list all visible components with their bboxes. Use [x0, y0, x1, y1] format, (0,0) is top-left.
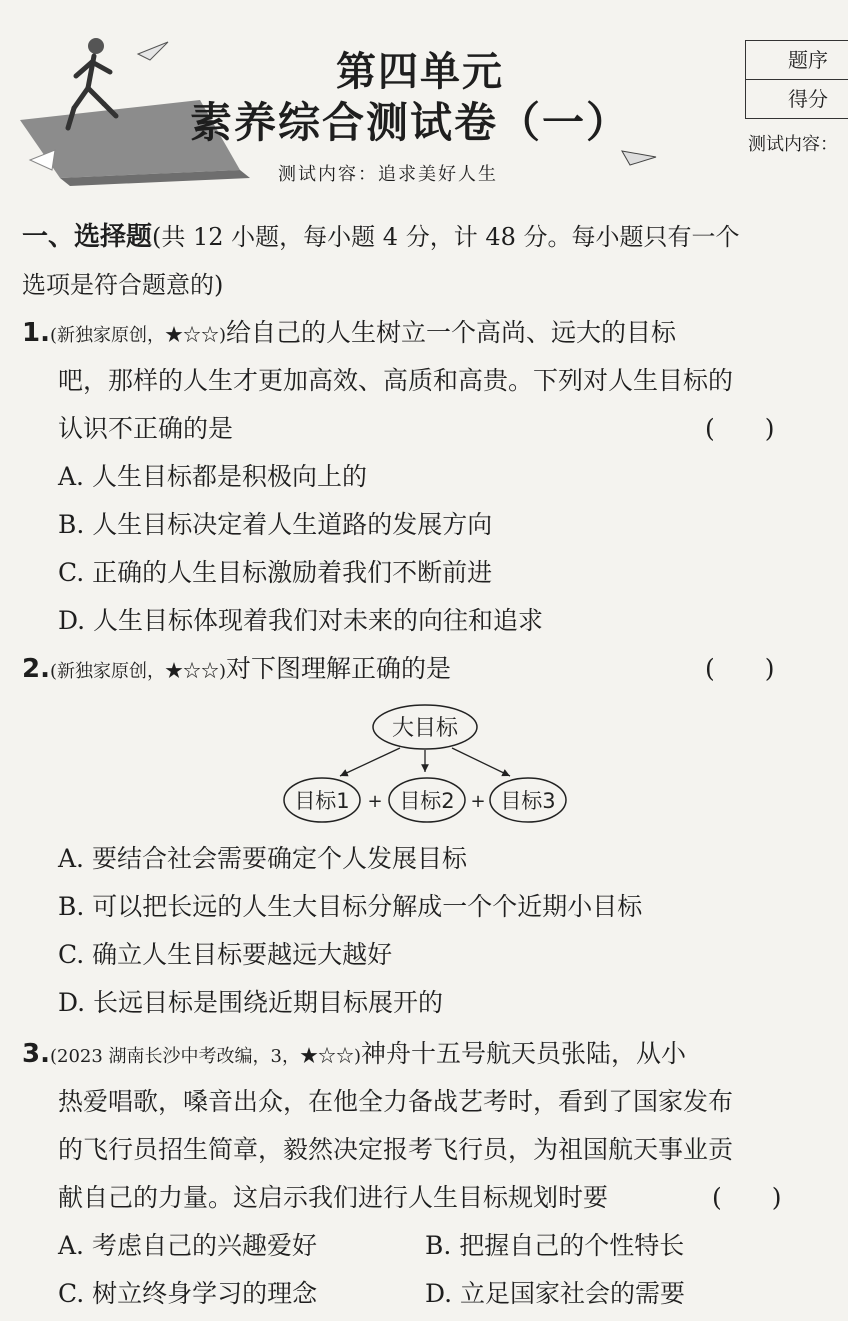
question-2-option-b[interactable]: B. 可以把长远的人生大目标分解成一个个近期小目标: [58, 892, 643, 921]
question-1-number: 1.: [22, 318, 50, 348]
question-2-option-a[interactable]: A. 要结合社会需要确定个人发展目标: [58, 844, 467, 873]
question-2-source: (新独家原创，★☆☆): [49, 661, 227, 682]
section-note: (共 12 小题，每小题 4 分，计 48 分。每小题只有一个: [152, 223, 740, 251]
question-1-source: (新独家原创，★☆☆): [49, 325, 227, 346]
question-3-line1: [22, 1037, 686, 1074]
question-1-option-d[interactable]: D. 人生目标体现着我们对未来的向往和追求: [58, 606, 544, 635]
goal-3-label: 目标3: [500, 789, 556, 813]
question-3-stem-1: 神舟十五号航天员张陆，从小: [361, 1039, 687, 1068]
score-table-score: 得分: [746, 79, 848, 118]
question-1-option-b[interactable]: B. 人生目标决定着人生道路的发展方向: [58, 510, 493, 539]
big-goal-label: 大目标: [391, 716, 459, 741]
question-1-option-c[interactable]: C. 正确的人生目标激励着我们不断前进: [58, 558, 493, 587]
question-1-line1: [22, 316, 676, 353]
question-3-answer-paren: ( ): [712, 1183, 782, 1212]
question-3-option-b[interactable]: B. 把握自己的个性特长: [425, 1231, 685, 1260]
arrow-right: [452, 748, 510, 776]
question-3-option-c[interactable]: C. 树立终身学习的理念: [58, 1279, 318, 1308]
question-1-option-a[interactable]: A. 人生目标都是积极向上的: [58, 462, 367, 491]
question-1-answer-paren: ( ): [705, 414, 775, 443]
question-3-stem-3: 的飞行员招生简章，毅然决定报考飞行员，为祖国航天事业贡: [58, 1135, 734, 1164]
question-2-option-d[interactable]: D. 长远目标是围绕近期目标展开的: [58, 988, 444, 1017]
paper-title: 素养综合测试卷（一）: [190, 98, 631, 147]
question-3-number: 3.: [22, 1039, 50, 1069]
arrow-left: [340, 748, 400, 776]
plus-1: +: [367, 791, 383, 812]
question-3-stem-4: 献自己的力量。这启示我们进行人生目标规划时要: [58, 1183, 609, 1212]
question-3-option-d[interactable]: D. 立足国家社会的需要: [425, 1279, 686, 1308]
question-3-source: (2023 湖南长沙中考改编，3，★☆☆): [49, 1046, 361, 1067]
question-2-option-c[interactable]: C. 确立人生目标要越远大越好: [58, 940, 393, 969]
right-test-content-note: 测试内容：: [748, 134, 838, 155]
plus-2: +: [470, 791, 486, 812]
question-2-number: 2.: [22, 654, 50, 684]
goal-1-label: 目标1: [294, 789, 350, 813]
goal-2-label: 目标2: [399, 789, 455, 813]
question-3-stem-2: 热爱唱歌，嗓音出众，在他全力备战艺考时，看到了国家发布: [58, 1087, 734, 1116]
section-heading-line: [22, 220, 740, 254]
section-heading: 一、选择题: [22, 222, 153, 252]
question-1-stem-1: 给自己的人生树立一个高尚、远大的目标: [226, 318, 677, 347]
test-content: 测试内容：追求美好人生: [278, 164, 498, 185]
question-2-answer-paren: ( ): [705, 654, 775, 683]
score-table: [745, 40, 848, 119]
question-1-stem-2: 吧，那样的人生才更加高效、高质和高贵。下列对人生目标的: [58, 366, 734, 395]
goal-diagram: [270, 700, 590, 830]
question-3-option-a[interactable]: A. 考虑自己的兴趣爱好: [58, 1231, 317, 1260]
question-2-stem-1: 对下图理解正确的是: [226, 654, 452, 683]
open-book-icon: [30, 150, 55, 170]
section-note-line2: 选项是符合题意的): [22, 271, 224, 299]
unit-title: 第四单元: [336, 49, 504, 95]
question-1-stem-3: 认识不正确的是: [58, 414, 234, 443]
question-2-line1: [22, 652, 451, 689]
score-table-order: 题序: [788, 48, 828, 72]
